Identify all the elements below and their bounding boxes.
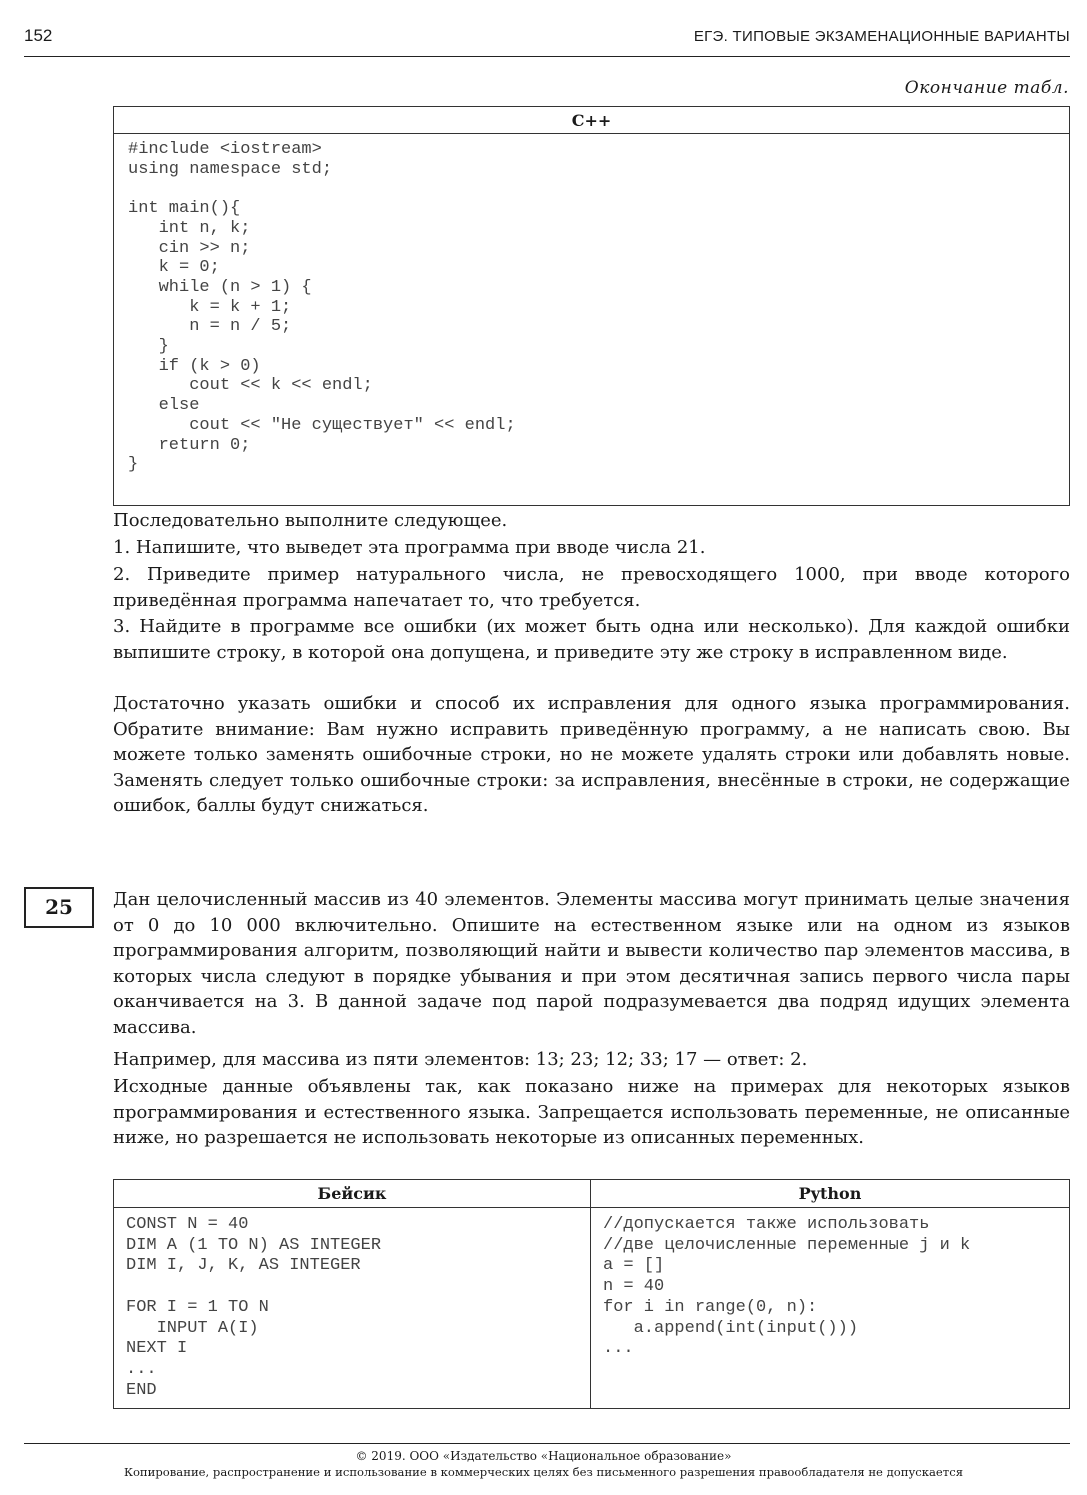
language-code-table xyxy=(113,1179,1070,1409)
task25-statement: Дан целочисленный массив из 40 элементов. Элементы массива могут принимать целые значения от 0 до 10 000 включительно. Опишите на естественном языке или на одном из языков программирования алгоритм, позволяющий найти и вывести количество пар элементов массива, в которых числа следуют в порядке убывания и при этом десятичная запись первого числа пары оканчивается на 3. В данной задаче под парой подразумевается два подряд идущих элемента массива. xyxy=(113,889,1070,1038)
python-code-cell xyxy=(591,1208,1070,1409)
page-number: 152 xyxy=(24,26,53,45)
task24-item-1: 1. Напишите, что выведет эта программа при вводе числа 21. xyxy=(113,537,706,558)
cpp-code-cell xyxy=(114,134,1070,506)
python-table-header: Python xyxy=(591,1180,1070,1208)
task24-item-2: 2. Приведите пример натурального числа, не превосходящего 1000, при вводе которого приведённая программа напечатает то, что требуется. xyxy=(113,564,1070,611)
table-continued-label: Окончание табл. xyxy=(904,78,1069,98)
cpp-code: #include <iostream> using namespace std; int main(){ int n, k; cin >> n; k = 0; while (n > 1) { k = k + 1; n = n / 5; } if (k > 0) cout << k << endl; else cout << "Не существует" << endl; return 0; } xyxy=(128,140,516,475)
cpp-table-header: C++ xyxy=(114,107,1070,134)
page-header xyxy=(24,26,1070,57)
task24-intro: Последовательно выполните следующее. xyxy=(113,510,508,531)
task24-item-3: 3. Найдите в программе все ошибки (их может быть одна или несколько). Для каждой ошибки выпишите строку, в которой она допущена, и приведите эту же строку в исправленном виде. xyxy=(113,616,1070,663)
running-title: ЕГЭ. ТИПОВЫЕ ЭКЗАМЕНАЦИОННЫЕ ВАРИАНТЫ xyxy=(693,28,1070,45)
basic-code-cell xyxy=(114,1208,591,1409)
footer-notice: Копирование, распространение и использование в коммерческих целях без письменного разрешения правообладателя не допускается xyxy=(123,1465,964,1479)
basic-table-header: Бейсик xyxy=(114,1180,591,1208)
python-code: //допускается также использовать //две целочисленные переменные j и k a = [] n = 40 for i in range(0, n): a.append(int(input())) ... xyxy=(603,1215,971,1359)
task-number-badge: 25 xyxy=(24,887,94,928)
footer-copyright: © 2019. ООО «Издательство «Национальное образование» xyxy=(355,1449,732,1463)
task24-note: Достаточно указать ошибки и способ их исправления для одного языка программирования. Обратите внимание: Вам нужно исправить приведённую программу, а не написать свою. Вы можете только заменять ошибочные строки, но не можете удалять строки или добавлять новые. Заменять следует только ошибочные строки: за исправления, внесённые в строки, не содержащие ошибок, баллы будут снижаться. xyxy=(113,693,1070,816)
cpp-code-table xyxy=(113,106,1070,506)
task25-note: Исходные данные объявлены так, как показано ниже на примерах для некоторых языков программирования и естественного языка. Запрещается использовать переменные, не описанные ниже, но разрешается не использовать некоторые из описанных переменных. xyxy=(113,1076,1070,1148)
basic-code: CONST N = 40 DIM A (1 TO N) AS INTEGER DIM I, J, K, AS INTEGER FOR I = 1 TO N INPUT A(I) NEXT I ... END xyxy=(126,1215,382,1400)
task25-example: Например, для массива из пяти элементов: 13; 23; 12; 33; 17 — ответ: 2. xyxy=(113,1049,808,1070)
footer-divider xyxy=(24,1443,1070,1444)
